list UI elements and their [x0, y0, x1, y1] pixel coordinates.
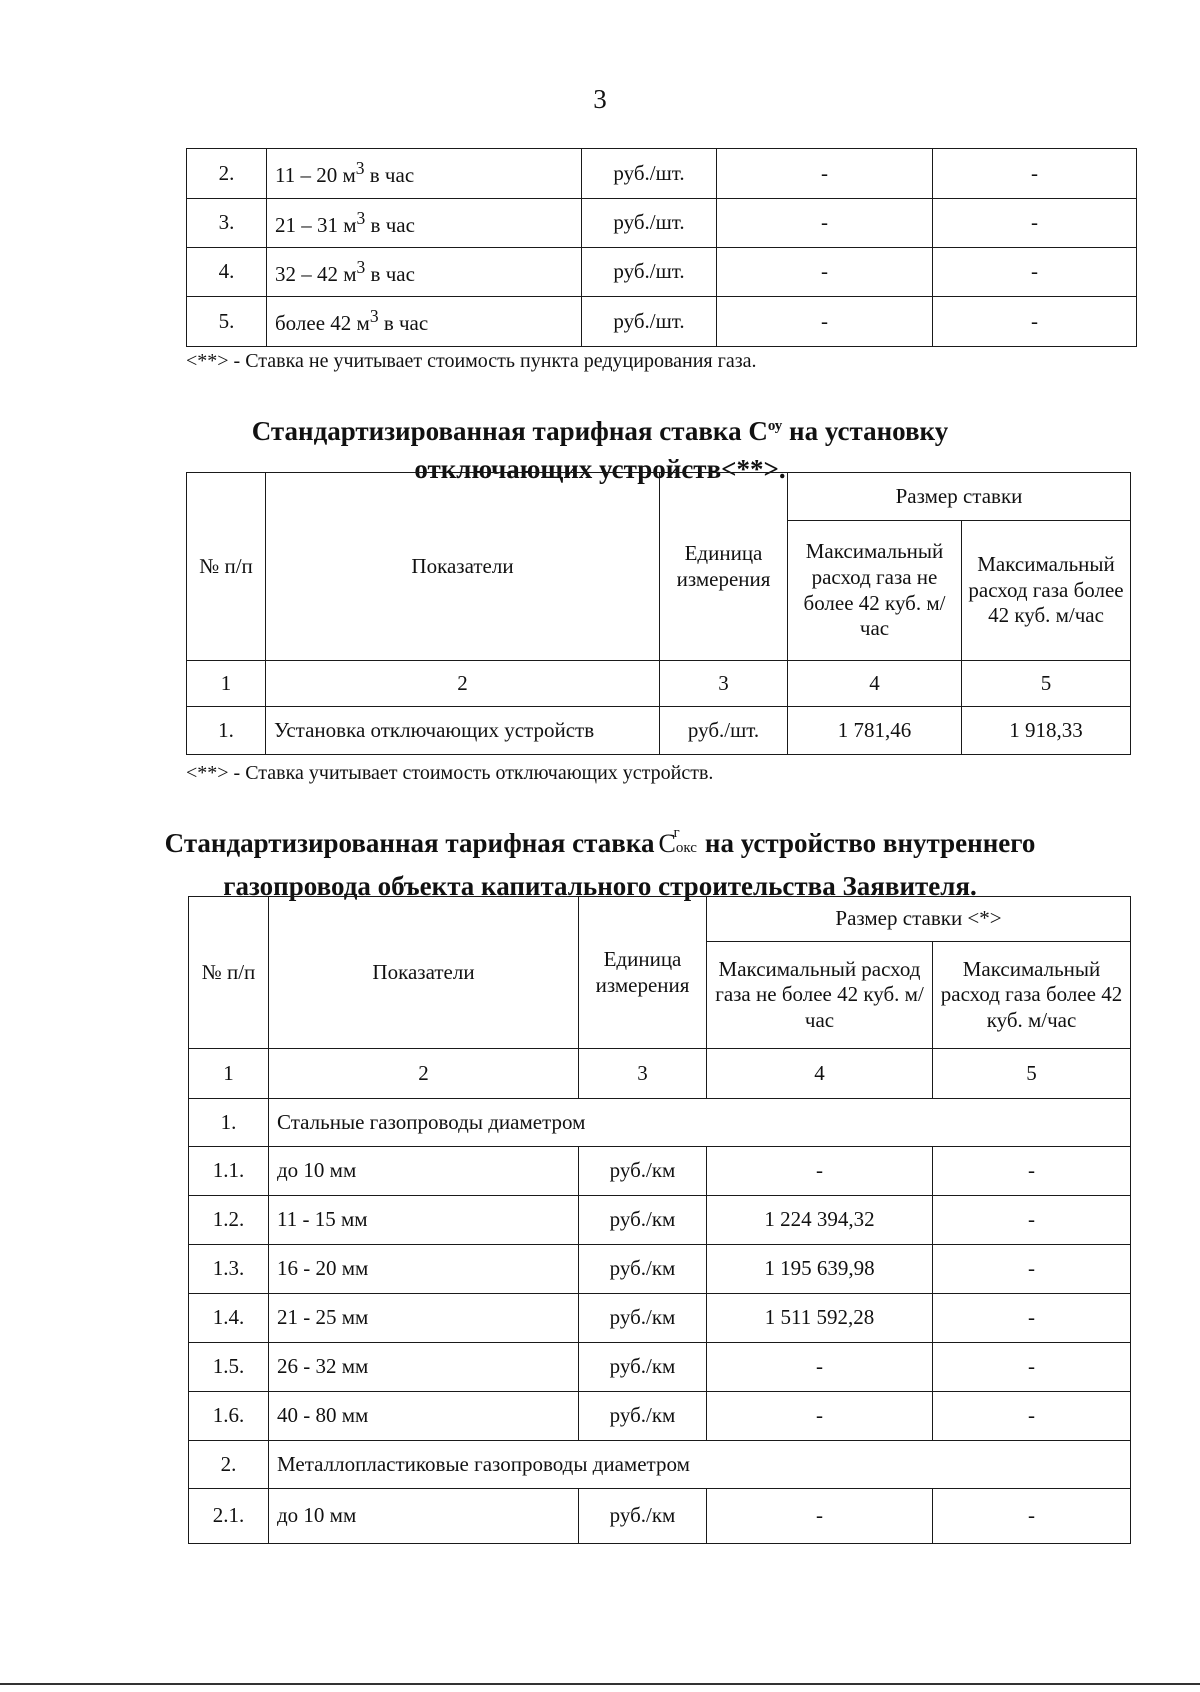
row-indicator: 16 - 20 мм	[269, 1245, 579, 1294]
section-title: Металлопластиковые газопроводы диаметром	[269, 1441, 1131, 1489]
row-number: 4.	[187, 248, 267, 297]
heading-internal-gas-pipeline	[0, 824, 1200, 905]
table-row	[189, 1196, 1131, 1245]
row-number: 1.3.	[189, 1245, 269, 1294]
row-indicator: 32 – 42 $м^3$ в час	[267, 248, 582, 297]
index-cell: 3	[660, 661, 788, 707]
heading-line-1: Стандартизированная тарифная ставка С г окс на устройство внутреннего	[0, 824, 1200, 867]
row-indicator: 11 – 20 $м^3$ в час	[267, 149, 582, 199]
index-cell: 3	[579, 1049, 707, 1099]
row-value-gt42: -	[933, 1294, 1131, 1343]
table-internal-gas-pipeline	[188, 896, 1131, 1544]
row-unit: руб./км	[579, 1343, 707, 1392]
row-value-le42: 1 511 592,28	[707, 1294, 933, 1343]
row-value-gt42: -	[933, 1245, 1131, 1294]
row-unit: руб./км	[579, 1294, 707, 1343]
footnote-2: <**> - Ставка учитывает стоимость отключающих устройств.	[186, 762, 714, 784]
rate-symbol: С г окс	[658, 825, 697, 858]
index-cell: 2	[269, 1049, 579, 1099]
table-row	[189, 1392, 1131, 1441]
table-row	[189, 1489, 1131, 1544]
header-unit: Единица измерения	[579, 897, 707, 1049]
row-value-gt42: -	[933, 1392, 1131, 1441]
index-row	[189, 1049, 1131, 1099]
row-indicator: 21 – 31 $м^3$ в час	[267, 199, 582, 248]
row-value-gt42: -	[933, 297, 1137, 347]
table-row	[187, 707, 1131, 755]
header-number: № п/п	[187, 473, 266, 661]
row-number: 1.	[187, 707, 266, 755]
index-cell: 2	[266, 661, 660, 707]
row-unit: руб./шт.	[582, 149, 717, 199]
row-value-gt42: -	[933, 149, 1137, 199]
table-row	[187, 149, 1137, 199]
footer-scan-line	[0, 1683, 1200, 1685]
table-top	[186, 148, 1137, 347]
row-indicator: более 42 $м^3$ в час	[267, 297, 582, 347]
header-rate: Размер ставки	[788, 473, 1131, 521]
index-cell: 4	[788, 661, 962, 707]
row-unit: руб./км	[579, 1392, 707, 1441]
table-row	[187, 248, 1137, 297]
row-number: 1.	[189, 1099, 269, 1147]
section-row	[189, 1099, 1131, 1147]
row-value-le42: -	[707, 1392, 933, 1441]
index-row	[187, 661, 1131, 707]
row-number: 2.1.	[189, 1489, 269, 1544]
section-row	[189, 1441, 1131, 1489]
row-value-le42: -	[717, 149, 933, 199]
table-row	[187, 297, 1137, 347]
row-number: 1.6.	[189, 1392, 269, 1441]
row-number: 2.	[189, 1441, 269, 1489]
row-indicator: до 10 мм	[269, 1489, 579, 1544]
index-cell: 5	[962, 661, 1131, 707]
table-shutoff-devices	[186, 472, 1131, 755]
row-number: 1.4.	[189, 1294, 269, 1343]
row-value-gt42: -	[933, 248, 1137, 297]
page-number: 3	[593, 84, 607, 114]
row-unit: руб./шт.	[582, 297, 717, 347]
row-unit: руб./км	[579, 1196, 707, 1245]
row-indicator: до 10 мм	[269, 1147, 579, 1196]
header-max-gt42: Максимальный расход газа более 42 куб. м/час	[933, 942, 1131, 1049]
index-cell: 4	[707, 1049, 933, 1099]
header-indicators: Показатели	[266, 473, 660, 661]
heading-line-1: Стандартизированная тарифная ставка $С^{оу}$ на установку	[251, 416, 949, 446]
row-number: 1.5.	[189, 1343, 269, 1392]
row-value-le42: -	[717, 297, 933, 347]
row-indicator: 40 - 80 мм	[269, 1392, 579, 1441]
row-value-gt42: -	[933, 1147, 1131, 1196]
header-max-gt42: Максимальный расход газа более 42 куб. м/час	[962, 521, 1131, 661]
row-value-le42: 1 224 394,32	[707, 1196, 933, 1245]
row-number: 1.1.	[189, 1147, 269, 1196]
header-number: № п/п	[189, 897, 269, 1049]
row-value-le42: -	[707, 1147, 933, 1196]
row-value-gt42: -	[933, 1196, 1131, 1245]
row-indicator: 26 - 32 мм	[269, 1343, 579, 1392]
row-value-le42: 1 781,46	[788, 707, 962, 755]
header-rate: Размер ставки <*>	[707, 897, 1131, 942]
row-value-le42: -	[717, 248, 933, 297]
row-indicator: 21 - 25 мм	[269, 1294, 579, 1343]
row-unit: руб./км	[579, 1245, 707, 1294]
row-indicator: Установка отключающих устройств	[266, 707, 660, 755]
row-indicator: 11 - 15 мм	[269, 1196, 579, 1245]
row-number: 3.	[187, 199, 267, 248]
index-cell: 1	[189, 1049, 269, 1099]
row-unit: руб./шт.	[582, 248, 717, 297]
row-value-le42: -	[707, 1343, 933, 1392]
row-number: 5.	[187, 297, 267, 347]
table-row	[189, 1147, 1131, 1196]
heading-line-2: газопровода объекта капитального строительства Заявителя.	[223, 871, 977, 901]
row-value-gt42: -	[933, 1489, 1131, 1544]
index-cell: 5	[933, 1049, 1131, 1099]
footnote-1: <**> - Ставка не учитывает стоимость пункта редуцирования газа.	[186, 350, 757, 372]
table-row	[187, 199, 1137, 248]
row-unit: руб./км	[579, 1489, 707, 1544]
heading-line-2: отключающих устройств<**>.	[414, 454, 786, 484]
table-row	[189, 1343, 1131, 1392]
header-max-le42: Максимальный расход газа не более 42 куб. м/час	[707, 942, 933, 1049]
row-unit: руб./шт.	[582, 199, 717, 248]
table-row	[189, 1294, 1131, 1343]
row-value-gt42: -	[933, 1343, 1131, 1392]
row-unit: руб./шт.	[660, 707, 788, 755]
table-row	[189, 1245, 1131, 1294]
index-cell: 1	[187, 661, 266, 707]
header-indicators: Показатели	[269, 897, 579, 1049]
section-title: Стальные газопроводы диаметром	[269, 1099, 1131, 1147]
header-unit: Единица измерения	[660, 473, 788, 661]
header-max-le42: Максимальный расход газа не более 42 куб. м/час	[788, 521, 962, 661]
row-value-le42: -	[717, 199, 933, 248]
row-value-gt42: 1 918,33	[962, 707, 1131, 755]
row-value-le42: -	[707, 1489, 933, 1544]
row-number: 1.2.	[189, 1196, 269, 1245]
row-number: 2.	[187, 149, 267, 199]
row-value-le42: 1 195 639,98	[707, 1245, 933, 1294]
row-unit: руб./км	[579, 1147, 707, 1196]
row-value-gt42: -	[933, 199, 1137, 248]
